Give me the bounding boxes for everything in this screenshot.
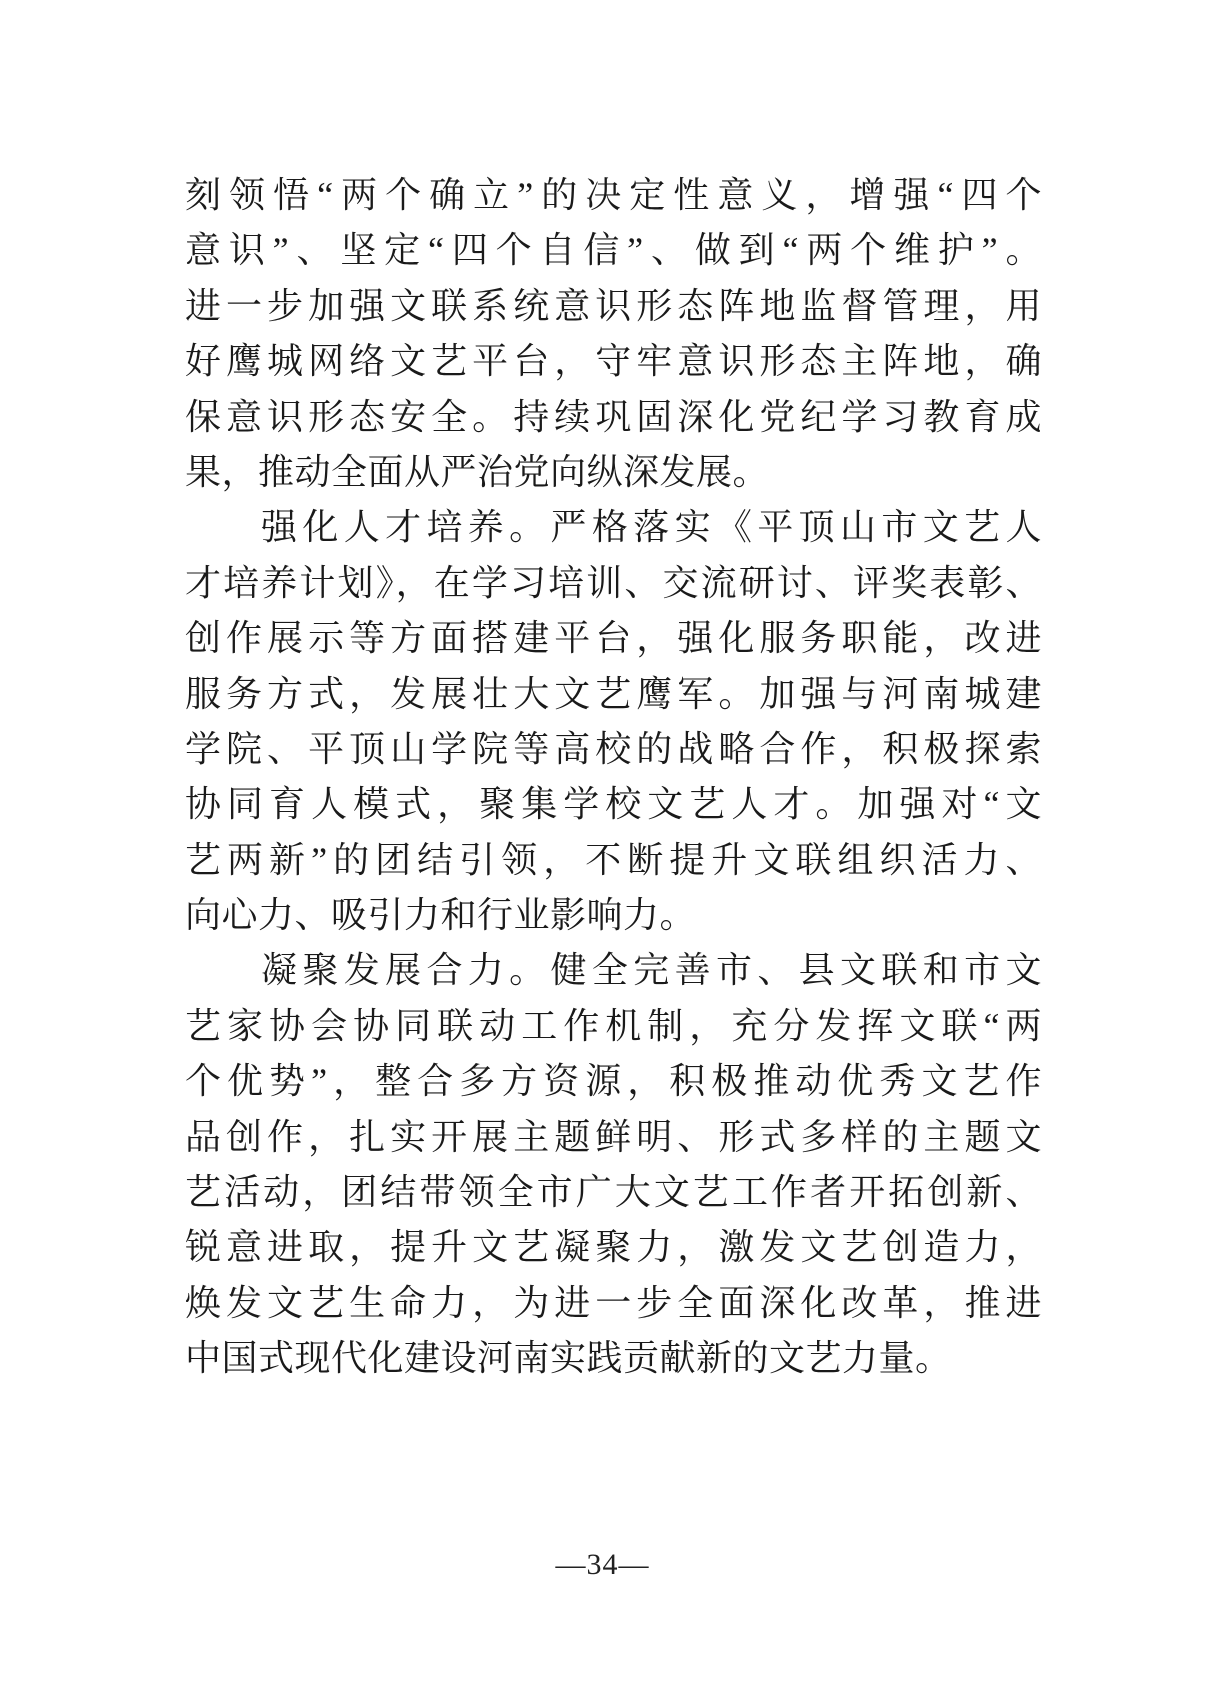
text-line: 刻领悟“两个确立”的决定性意义，增强“四个 — [185, 175, 1042, 215]
text-line: 锐意进取，提升文艺凝聚力，激发文艺创造力， — [185, 1227, 1042, 1268]
text-line: 艺两新”的团结引领，不断提升文联组织活力、 — [185, 839, 1042, 880]
text-line: 学院、平顶山学院等高校的战略合作，积极探索 — [185, 728, 1042, 769]
text-line: 强化人才培养。严格落实《平顶山市文艺人 — [261, 507, 1042, 548]
text-line: 凝聚发展合力。健全完善市、县文联和市文 — [261, 950, 1042, 991]
text-line: 个优势”，整合多方资源，积极推动优秀文艺作 — [185, 1061, 1042, 1102]
text-line: 焕发文艺生命力，为进一步全面深化改革，推进 — [185, 1282, 1042, 1323]
paragraph-3 — [185, 943, 1042, 1386]
text-line: 果，推动全面从严治党向纵深发展。 — [185, 451, 770, 492]
paragraph-2 — [185, 500, 1042, 943]
text-line: 好鹰城网络文艺平台，守牢意识形态主阵地，确 — [185, 341, 1042, 382]
text-line: 保意识形态安全。持续巩固深化党纪学习教育成 — [185, 396, 1042, 437]
text-line: 向心力、吸引力和行业影响力。 — [185, 895, 697, 936]
paragraph-1 — [185, 168, 1042, 500]
text-line: 创作展示等方面搭建平台，强化服务职能，改进 — [185, 618, 1042, 659]
page-number: —34— — [555, 1548, 650, 1581]
text-line: 协同育人模式，聚集学校文艺人才。加强对“文 — [185, 784, 1042, 825]
document-body — [185, 168, 1042, 1387]
text-line: 中国式现代化建设河南实践贡献新的文艺力量。 — [185, 1338, 952, 1379]
text-line: 品创作，扎实开展主题鲜明、形式多样的主题文 — [185, 1116, 1042, 1157]
text-line: 艺活动，团结带领全市广大文艺工作者开拓创新、 — [185, 1172, 1042, 1213]
text-line: 艺家协会协同联动工作机制，充分发挥文联“两 — [185, 1005, 1042, 1046]
text-line: 意识”、坚定“四个自信”、做到“两个维护”。 — [185, 230, 1042, 271]
text-line: 才培养计划》，在学习培训、交流研讨、评奖表彰、 — [185, 562, 1042, 603]
text-line: 服务方式，发展壮大文艺鹰军。加强与河南城建 — [185, 673, 1042, 714]
text-line: 进一步加强文联系统意识形态阵地监督管理，用 — [185, 285, 1042, 326]
